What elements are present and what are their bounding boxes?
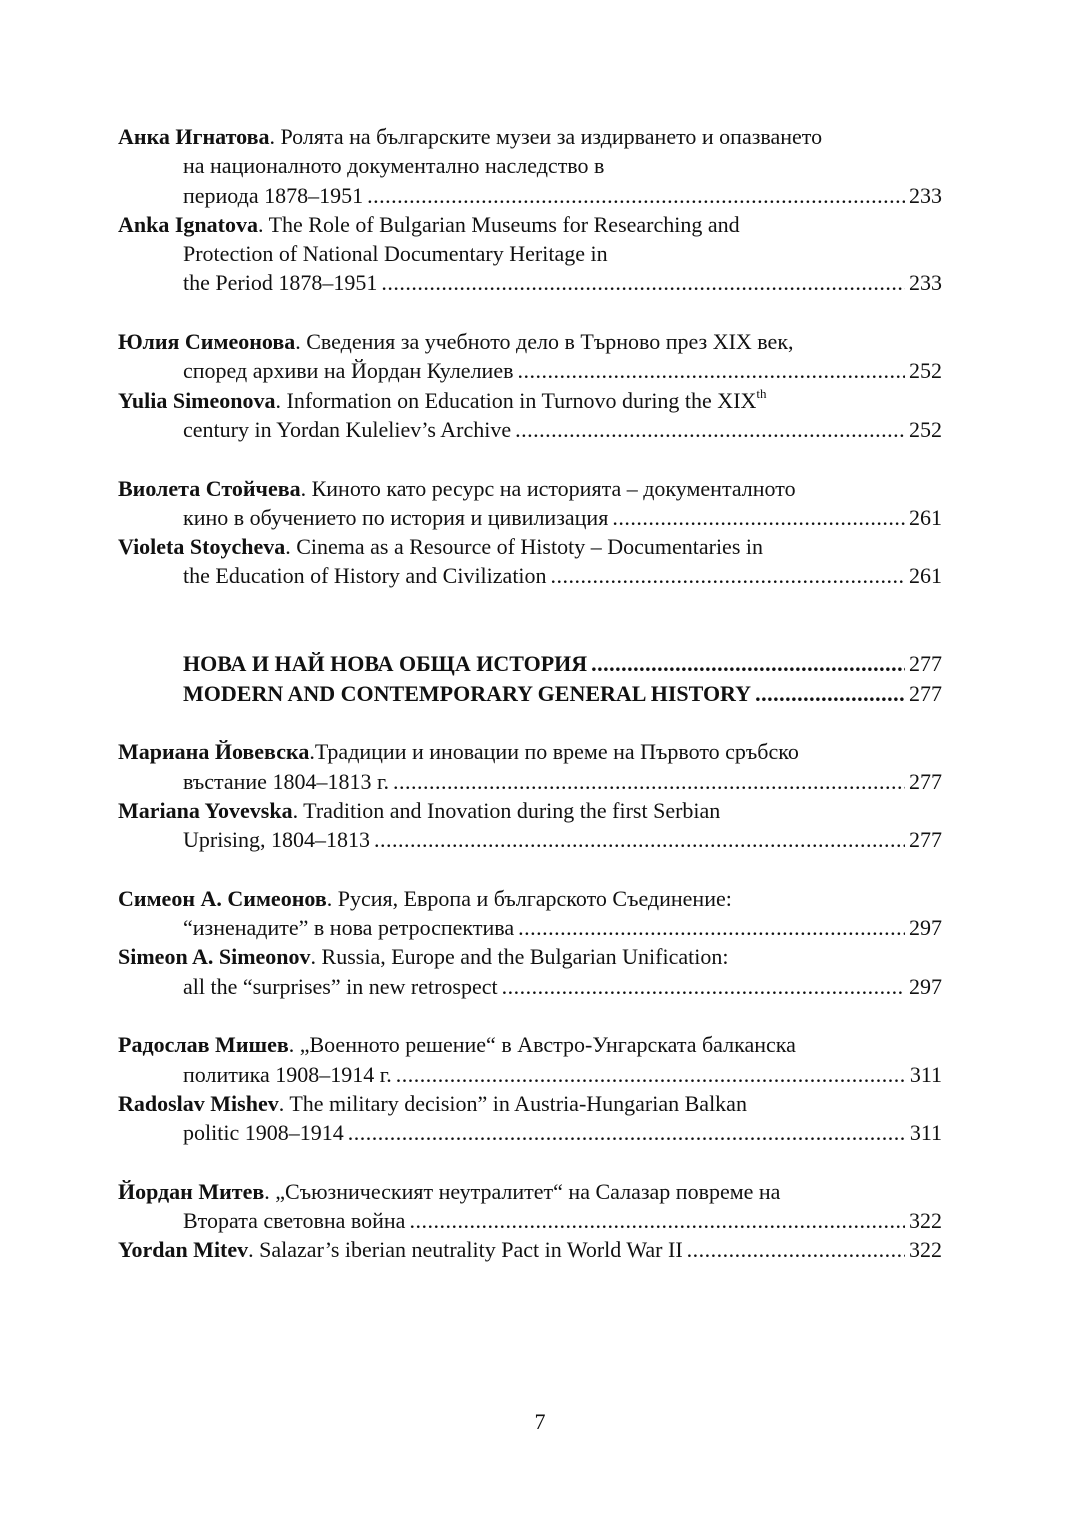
toc-line (118, 767, 942, 796)
title-text: . Сведения за учебното дело в Търново през XIX век, (295, 329, 794, 355)
page-ref: 252 (909, 416, 942, 442)
page-ref: 297 (909, 973, 942, 999)
toc-entry (118, 474, 942, 591)
author-name: Violeta Stoycheva (118, 534, 286, 560)
toc-entry (118, 1177, 942, 1265)
title-text: . The military decision” in Austria-Hungarian Balkan (278, 1090, 747, 1116)
toc-line (118, 503, 942, 532)
author-name: Йордан Митев (118, 1178, 265, 1204)
toc-line (118, 532, 942, 561)
author-name: Анка Игнатова (118, 124, 270, 149)
title-text: . Information on Education in Turnovo during the XIX (275, 387, 757, 413)
dot-leader (409, 1206, 905, 1235)
page-ref: 322 (909, 1237, 942, 1263)
dot-leader (755, 679, 905, 708)
toc-entry (118, 122, 942, 298)
title-text: . Cinema as a Resource of Histoty – Documentaries in (285, 534, 763, 560)
author-name: Виолета Стойчева (118, 475, 301, 501)
dot-leader (348, 1118, 906, 1147)
dot-leader (374, 825, 905, 854)
page-ref: 233 (909, 270, 942, 296)
dot-leader (367, 181, 905, 210)
title-text: Protection of National Documentary Heritage in (183, 241, 608, 267)
author-name: Simeon A. Simeonov (118, 944, 311, 970)
section-title-line (118, 679, 942, 708)
title-text: . Tradition and Inovation during the first Serbian (292, 797, 721, 823)
toc-line (118, 972, 942, 1001)
author-name: Радослав Мишев (118, 1032, 289, 1058)
page-ref: 311 (909, 1061, 942, 1087)
toc-line (118, 268, 942, 297)
toc-line (118, 825, 942, 854)
page-ref: 277 (909, 680, 942, 706)
page-ref: 261 (909, 504, 942, 530)
toc-line (118, 884, 942, 913)
title-text: въстание 1804–1813 г. (183, 768, 389, 794)
page-ref: 277 (909, 827, 942, 853)
author-name: Anka Ignatova (118, 211, 258, 237)
toc-line (118, 210, 942, 239)
table-of-contents (118, 122, 942, 1265)
dot-leader (515, 415, 905, 444)
toc-line (118, 1089, 942, 1118)
section-title: НОВА И НАЙ НОВА ОБЩА ИСТОРИЯ (183, 651, 588, 677)
title-text: . „Съюзническият неутралитет“ на Салазар повреме на (264, 1178, 781, 1204)
dot-leader (518, 913, 905, 942)
title-text: на националното документално наследство в (183, 153, 605, 179)
toc-entry (118, 884, 942, 1001)
title-text: the Period 1878–1951 (183, 270, 378, 296)
title-text: . Salazar’s iberian neutrality Pact in World War II (248, 1237, 683, 1263)
section-title-line (118, 649, 942, 678)
author-name: Юлия Симеонова (118, 329, 296, 355)
dot-leader (591, 649, 905, 678)
page-ref: 277 (909, 651, 942, 677)
title-text: . Киното като ресурс на историята – документалното (300, 475, 796, 501)
toc-line (118, 151, 942, 180)
title-text: политика 1908–1914 г. (183, 1061, 392, 1087)
title-text: Uprising, 1804–1813 (183, 827, 370, 853)
toc-line (118, 942, 942, 971)
toc-entry (118, 737, 942, 854)
title-text: century in Yordan Kuleliev’s Archive (183, 416, 512, 442)
toc-line (118, 913, 942, 942)
author-name: Radoslav Mishev (118, 1090, 279, 1116)
author-name: Mariana Yovevska (118, 797, 293, 823)
toc-line (118, 1177, 942, 1206)
title-text: Втората световна война (183, 1207, 406, 1233)
author-name: Yordan Mitev (118, 1237, 249, 1263)
title-text: . The Role of Bulgarian Museums for Researching and (257, 211, 740, 237)
page-ref: 297 (909, 915, 942, 941)
page-ref: 233 (909, 182, 942, 208)
page-number: 7 (534, 1409, 546, 1434)
title-text: “изненадите” в нова ретроспектива (183, 915, 515, 941)
toc-line (118, 239, 942, 268)
toc-entry (118, 327, 942, 444)
toc-line (118, 122, 942, 151)
toc-line (118, 737, 942, 766)
author-name: Симеон А. Симеонов (118, 885, 327, 911)
title-text: .Традиции и иновации по време на Първото сръбско (309, 739, 799, 765)
title-text: all the “surprises” in new retrospect (183, 973, 498, 999)
page-ref: 252 (909, 358, 942, 384)
title-text: politic 1908–1914 (183, 1120, 344, 1146)
superscript: th (756, 385, 767, 401)
dot-leader (502, 972, 905, 1001)
toc-line (118, 327, 942, 356)
dot-leader (393, 767, 905, 796)
title-text: според архиви на Йордан Кулелиев (183, 358, 514, 384)
title-text: . Russia, Europe and the Bulgarian Unification: (310, 944, 729, 970)
author-name: Yulia Simeonova (118, 387, 276, 413)
dot-leader (551, 561, 905, 590)
toc-line (118, 796, 942, 825)
toc-line (118, 1235, 942, 1264)
toc-line (118, 1030, 942, 1059)
dot-leader (612, 503, 905, 532)
page-ref: 261 (909, 563, 942, 589)
title-text: . Русия, Европа и българското Съединение: (326, 885, 732, 911)
page-ref: 311 (909, 1120, 942, 1146)
toc-line (118, 386, 942, 415)
toc-line (118, 415, 942, 444)
toc-entry (118, 1030, 942, 1147)
toc-line (118, 474, 942, 503)
author-name: Мариана Йовевска (118, 739, 310, 765)
toc-line (118, 1118, 942, 1147)
title-text: the Education of History and Civilization (183, 563, 547, 589)
toc-line (118, 356, 942, 385)
toc-line (118, 1060, 942, 1089)
toc-line (118, 1206, 942, 1235)
toc-line (118, 561, 942, 590)
page-ref: 322 (909, 1207, 942, 1233)
title-text: кино в обучението по история и цивилизация (183, 504, 609, 530)
toc-line (118, 181, 942, 210)
title-text: . „Военното решение“ в Австро-Унгарската балканска (288, 1032, 796, 1058)
title-text: . Ролята на българските музеи за издирването и опазването (269, 124, 823, 149)
dot-leader (396, 1060, 906, 1089)
page-ref: 277 (909, 768, 942, 794)
dot-leader (687, 1235, 905, 1264)
dot-leader (381, 268, 905, 297)
section-heading (118, 649, 942, 708)
title-text: периода 1878–1951 (183, 182, 364, 208)
section-title: MODERN AND CONTEMPORARY GENERAL HISTORY (183, 680, 752, 706)
dot-leader (517, 356, 905, 385)
